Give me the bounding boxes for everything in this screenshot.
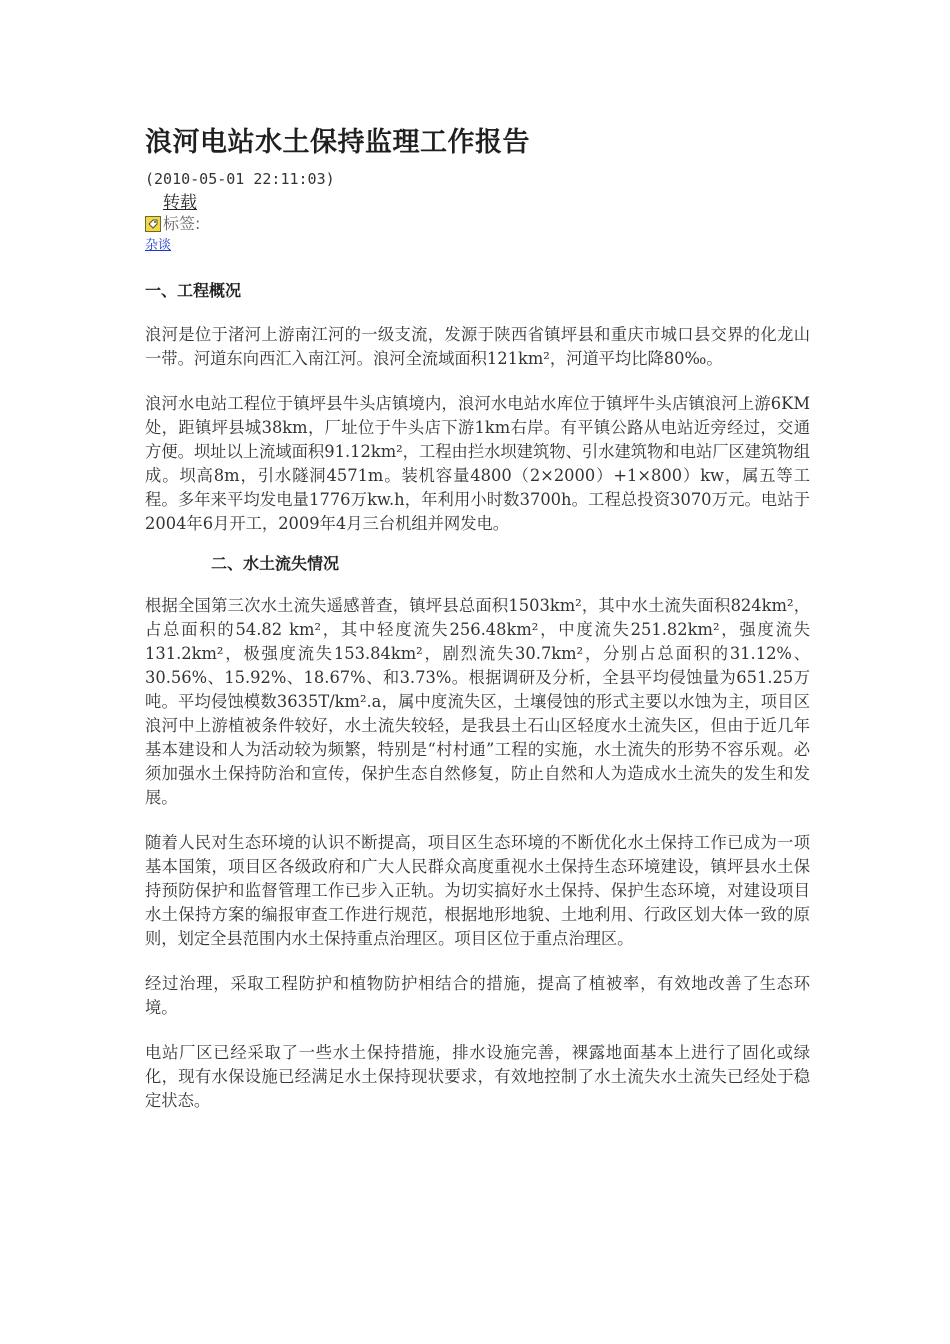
article: [145, 122, 810, 1113]
paragraph: 浪河水电站工程位于镇坪县牛头店镇境内，浪河水电站水库位于镇坪牛头店镇浪河上游6KM处，距镇坪县城38km，厂址位于牛头店下游1km右岸。有平镇公路从电站近旁经过，交通方便。坝址以上流域面积91.12km²，工程由拦水坝建筑物、引水建筑物和电站厂区建筑物组成。坝高8m，引水隧洞4571m。装机容量4800（2×2000）+1×800）kw，属五等工程。多年来平均发电量1776万kw.h，年利用小时数3700h。工程总投资3070万元。电站于2004年6月开工，2009年4月三台机组并网发电。: [145, 394, 810, 533]
section-heading-overview: 一、工程概况: [145, 281, 242, 300]
tag-line: [145, 214, 810, 234]
tag-icon: [145, 216, 161, 232]
section-heading-soil-erosion: 二、水土流失情况: [211, 554, 340, 573]
paragraph: 根据全国第三次水土流失遥感普查，镇坪县总面积1503km²，其中水土流失面积824km²，占总面积的54.82 km²，其中轻度流失256.48km²，中度流失251.82km²，强度流失131.2km²，极强度流失153.84km²，剧烈流失30.7km²，分别占总面积的31.12%、30.56%、15.92%、18.67%、和3.73%。根据调研及分析，全县平均侵蚀量为651.25万吨。平均侵蚀模数3635T/km².a，属中度流失区，土壤侵蚀的形式主要以水蚀为主，项目区浪河中上游植被条件较好，水土流失较轻，是我县土石山区轻度水土流失区，但由于近几年基本建设和人为活动较为频繁，特别是“村村通”工程的实施，水土流失的形势不容乐观。必须加强水土保持防治和宣传，保护生态自然修复，防止自然和人为造成水土流失的发生和发展。: [145, 596, 810, 807]
tag-label: 标签:: [163, 214, 201, 233]
repost-link[interactable]: 转载: [163, 193, 197, 213]
post-datetime: (2010-05-01 22:11:03): [145, 170, 335, 188]
tag-link-zatan[interactable]: 杂谈: [145, 238, 172, 253]
paragraph: 经过治理，采取工程防护和植物防护相结合的措施，提高了植被率，有效地改善了生态环境。: [145, 974, 810, 1017]
paragraph: 电站厂区已经采取了一些水土保持措施，排水设施完善，裸露地面基本上进行了固化或绿化，现有水保设施已经满足水土保持现状要求，有效地控制了水土流失水土流失已经处于稳定状态。: [145, 1043, 810, 1110]
article-title: 浪河电站水土保持监理工作报告: [145, 127, 530, 158]
paragraph: 浪河是位于渚河上游南江河的一级支流，发源于陕西省镇坪县和重庆市城口县交界的化龙山一带。河道东向西汇入南江河。浪河全流域面积121km²，河道平均比降80‰。: [145, 325, 810, 368]
paragraph: 随着人民对生态环境的认识不断提高，项目区生态环境的不断优化水土保持工作已成为一项基本国策，项目区各级政府和广大人民群众高度重视水土保持生态环境建设，镇坪县水土保持预防保护和监督管理工作已步入正轨。为切实搞好水土保持、保护生态环境，对建设项目水土保持方案的编报审查工作进行规范，根据地形地貌、土地利用、行政区划大体一致的原则，划定全县范围内水土保持重点治理区。项目区位于重点治理区。: [145, 833, 810, 948]
